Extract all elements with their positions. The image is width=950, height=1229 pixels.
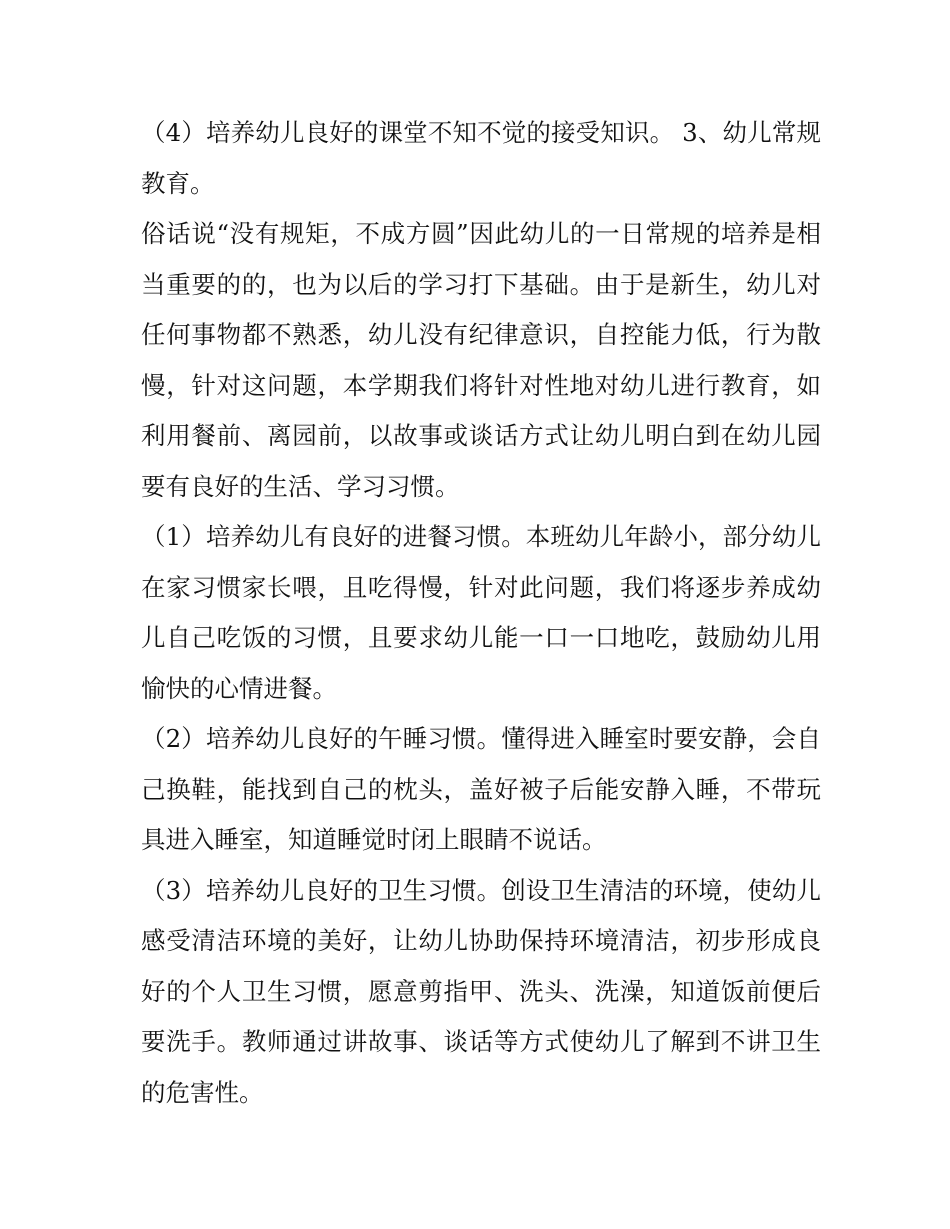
paragraph-hygiene-habit: （3）培养幼儿良好的卫生习惯。创设卫生清洁的环境，使幼儿感受清洁环境的美好，让幼儿协助保持环境清洁，初步形成良好的个人卫生习惯，愿意剪指甲、洗头、洗澡，知道饭前便后要洗手。教师通过讲故事、谈话等方式使幼儿了解到不讲卫生的危害性。	[141, 875, 821, 1107]
paragraph-classroom-habit: （4）培养幼儿良好的课堂不知不觉的接受知识。 3、幼儿常规教育。	[141, 118, 821, 198]
paragraph-nap-habit: （2）培养幼儿良好的午睡习惯。懂得进入睡室时要安静，会自己换鞋，能找到自己的枕头，盖好被子后能安静入睡，不带玩具进入睡室，知道睡觉时闭上眼睛不说话。	[141, 724, 821, 854]
paragraph-routine-education: 俗话说“没有规矩，不成方圆”因此幼儿的一日常规的培养是相当重要的的，也为以后的学习打下基础。由于是新生，幼儿对任何事物都不熟悉，幼儿没有纪律意识，自控能力低，行为散慢，针对这问题，本学期我们将针对性地对幼儿进行教育，如利用餐前、离园前，以故事或谈话方式让幼儿明白到在幼儿园要有良好的生活、学习习惯。	[141, 219, 821, 501]
document-body	[141, 108, 821, 1118]
paragraph-eating-habit: （1）培养幼儿有良好的进餐习惯。本班幼儿年龄小，部分幼儿在家习惯家长喂，且吃得慢，针对此问题，我们将逐步养成幼儿自己吃饭的习惯，且要求幼儿能一口一口地吃，鼓励幼儿用愉快的心情进餐。	[141, 522, 821, 703]
